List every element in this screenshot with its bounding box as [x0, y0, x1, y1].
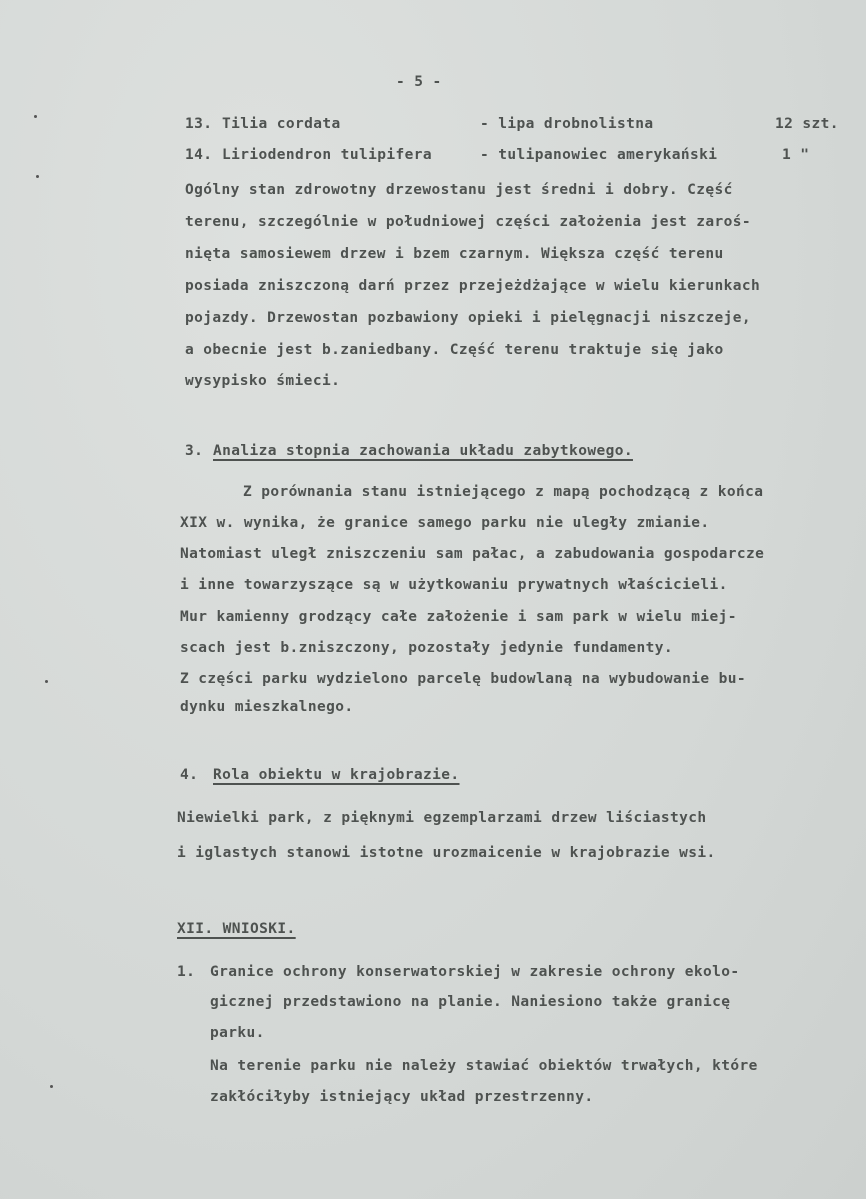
chapter-heading: XII. WNIOSKI. — [177, 921, 296, 937]
speck — [50, 1085, 53, 1088]
paragraph-line: Niewielki park, z pięknymi egzemplarzami drzew liściastych — [177, 810, 707, 826]
species-number: 13. — [185, 116, 213, 132]
list-number: 1. — [177, 964, 196, 980]
paragraph-line: Z części parku wydzielono parcelę budowlaną na wybudowanie bu- — [180, 671, 747, 687]
speck — [34, 115, 37, 118]
paragraph-line: terenu, szczególnie w południowej części założenia jest zaroś- — [185, 214, 752, 230]
section-heading: Rola obiektu w krajobrazie. — [213, 767, 460, 783]
paragraph-line: Ogólny stan zdrowotny drzewostanu jest średni i dobry. Część — [185, 182, 733, 198]
speck — [45, 680, 48, 683]
paragraph-line: posiada zniszczoną darń przez przejeżdżające w wielu kierunkach — [185, 278, 761, 294]
paragraph-line: i iglastych stanowi istotne urozmaicenie w krajobrazie wsi. — [177, 845, 716, 861]
species-latin: Tilia cordata — [222, 116, 341, 132]
paragraph-line: Natomiast uległ zniszczeniu sam pałac, a zabudowania gospodarcze — [180, 546, 765, 562]
paragraph-line: dynku mieszkalnego. — [180, 699, 354, 715]
paragraph-line: a obecnie jest b.zaniedbany. Część terenu traktuje się jako — [185, 342, 724, 358]
list-item-line: gicznej przedstawiono na planie. Naniesiono także granicę — [210, 994, 731, 1010]
list-item-line: Granice ochrony konserwatorskiej w zakresie ochrony ekolo- — [210, 964, 740, 980]
section-number: 3. — [185, 443, 204, 459]
species-number: 14. — [185, 147, 213, 163]
page-number: - 5 - — [396, 74, 442, 90]
list-item-line: Na terenie parku nie należy stawiać obiektów trwałych, które — [210, 1058, 758, 1074]
paragraph-line: Z porównania stanu istniejącego z mapą pochodzącą z końca — [243, 484, 764, 500]
paragraph-line: wysypisko śmieci. — [185, 373, 341, 389]
species-polish: - tulipanowiec amerykański — [480, 147, 718, 163]
species-polish: - lipa drobnolistna — [480, 116, 654, 132]
list-item-line: parku. — [210, 1025, 265, 1041]
section-number: 4. — [180, 767, 199, 783]
paragraph-line: i inne towarzyszące są w użytkowaniu prywatnych właścicieli. — [180, 577, 728, 593]
paragraph-line: nięta samosiewem drzew i bzem czarnym. Większa część terenu — [185, 246, 724, 262]
paragraph-line: Mur kamienny grodzący całe założenie i sam park w wielu miej- — [180, 609, 737, 625]
paragraph-line: scach jest b.zniszczony, pozostały jedynie fundamenty. — [180, 640, 674, 656]
list-item-line: zakłóciłyby istniejący układ przestrzenny. — [210, 1089, 594, 1105]
species-latin: Liriodendron tulipifera — [222, 147, 432, 163]
species-count: 12 szt. — [775, 116, 839, 132]
section-heading: Analiza stopnia zachowania układu zabytkowego. — [213, 443, 633, 459]
paragraph-line: pojazdy. Drzewostan pozbawiony opieki i pielęgnacji niszczeje, — [185, 310, 752, 326]
paragraph-line: XIX w. wynika, że granice samego parku nie uległy zmianie. — [180, 515, 710, 531]
speck — [36, 175, 39, 178]
species-count: 1 " — [782, 147, 810, 163]
